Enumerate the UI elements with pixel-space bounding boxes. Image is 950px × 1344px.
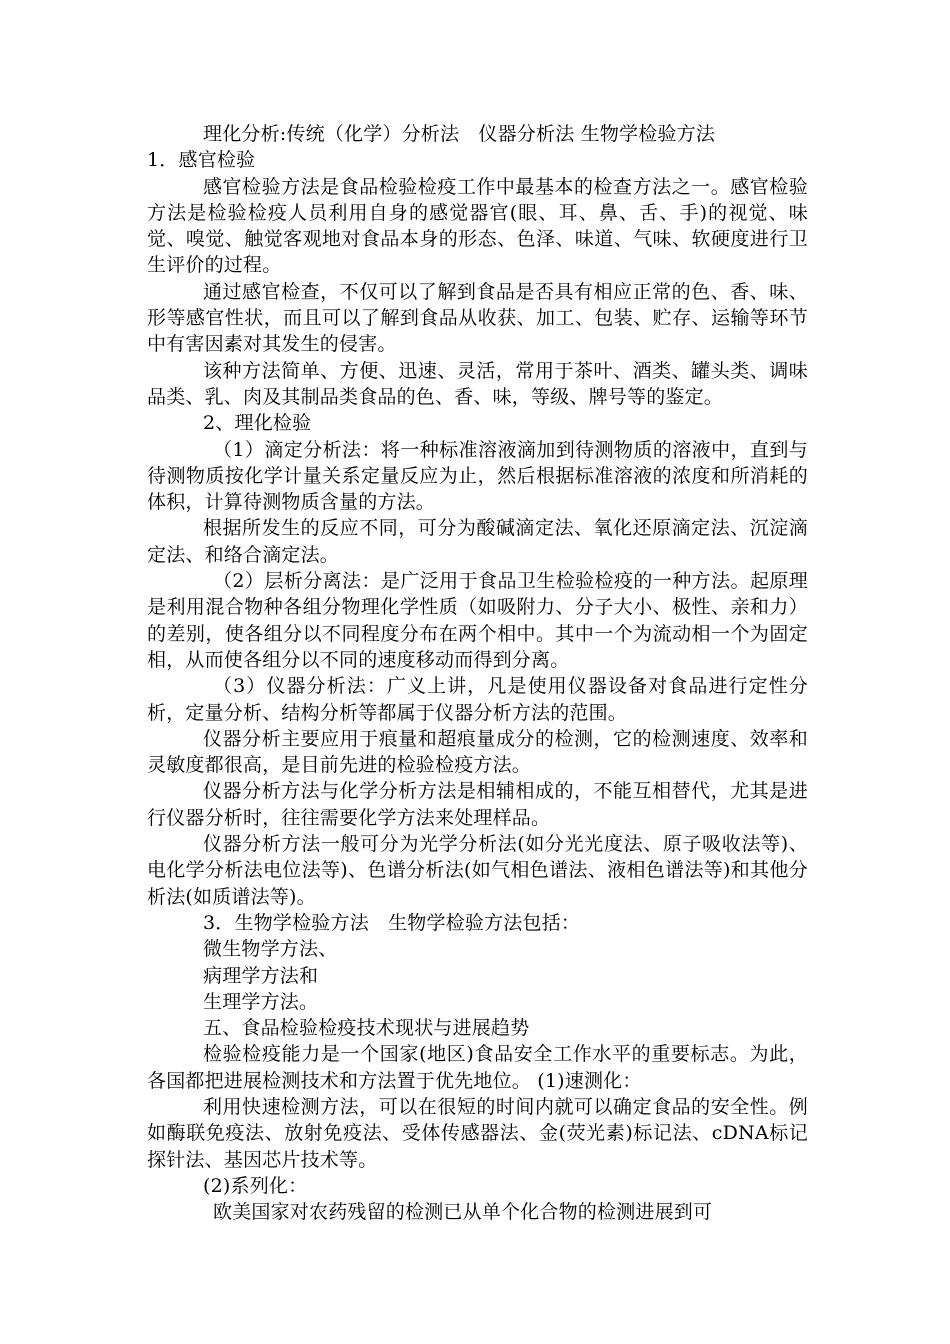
section-heading-sensory: 1．感官检验 bbox=[147, 149, 256, 172]
list-item: 微生物学方法、 bbox=[203, 938, 338, 961]
body-paragraph: 检验检疫能力是一个国家(地区)食品安全工作水平的重要标志。为此，各国都把进展检测技术和方法置于优先地位。 (1)速测化： bbox=[147, 1043, 808, 1092]
body-paragraph: （3）仪器分析法：广义上讲，凡是使用仪器设备对食品进行定性分析，定量分析、结构分析等都属于仪器分析方法的范围。 bbox=[147, 675, 808, 724]
analysis-methods-line: 理化分析:传统（化学）分析法 仪器分析法 生物学检验方法 bbox=[203, 123, 716, 145]
body-paragraph: 仪器分析主要应用于痕量和超痕量成分的检测，它的检测速度、效率和灵敏度都很高，是目前先进的检验检疫方法。 bbox=[147, 727, 808, 777]
document-body bbox=[147, 121, 808, 1225]
section-heading-biological: 3．生物学检验方法 生物学检验方法包括： bbox=[203, 911, 581, 934]
list-item: 病理学方法和 bbox=[203, 964, 319, 987]
body-paragraph: 根据所发生的反应不同，可分为酸碱滴定法、氧化还原滴定法、沉淀滴定法、和络合滴定法。 bbox=[147, 517, 808, 566]
section-heading-trends: 五、食品检验检疫技术现状与进展趋势 bbox=[203, 1017, 530, 1040]
body-paragraph: （2）层析分离法：是广泛用于食品卫生检验检疫的一种方法。起原理是利用混合物种各组分物理化学性质（如吸附力、分子大小、极性、亲和力）的差别，使各组分以不同程度分布在两个相中。其中一个为流动相一个为固定相，从而使各组分以不同的速度移动而得到分离。 bbox=[147, 570, 808, 671]
list-item: 生理学方法。 bbox=[203, 990, 319, 1013]
body-paragraph: 欧美国家对农药残留的检测已从单个化合物的检测进展到可 bbox=[213, 1201, 713, 1224]
subheading-serialization: (2)系列化： bbox=[203, 1174, 308, 1197]
section-heading-physicochemical: 2、理化检验 bbox=[203, 412, 312, 435]
body-paragraph: 通过感官检查，不仅可以了解到食品是否具有相应正常的色、香、味、形等感官性状，而且可以了解到食品从收获、加工、包装、贮存、运输等环节中有害因素对其发生的侵害。 bbox=[147, 280, 808, 356]
body-paragraph: 该种方法简单、方便、迅速、灵活，常用于茶叶、酒类、罐头类、调味品类、乳、肉及其制品类食品的色、香、味，等级、牌号等的鉴定。 bbox=[147, 359, 808, 408]
body-paragraph: 仪器分析方法与化学分析方法是相辅相成的，不能互相替代，尤其是进行仪器分析时，往往需要化学方法来处理样品。 bbox=[147, 780, 808, 829]
body-paragraph: （1）滴定分析法：将一种标准溶液滴加到待测物质的溶液中，直到与待测物质按化学计量关系定量反应为止，然后根据标准溶液的浓度和所消耗的体积，计算待测物质含量的方法。 bbox=[147, 438, 808, 514]
body-paragraph: 利用快速检测方法，可以在很短的时间内就可以确定食品的安全性。例如酶联免疫法、放射免疫法、受体传感器法、金(荧光素)标记法、cDNA标记探针法、基因芯片技术等。 bbox=[147, 1095, 808, 1171]
body-paragraph: 仪器分析方法一般可分为光学分析法(如分光光度法、原子吸收法等)、电化学分析法电位法等)、色谱分析法(如气相色谱法、液相色谱法等)和其他分析法(如质谱法等)。 bbox=[147, 833, 808, 908]
body-paragraph: 感官检验方法是食品检验检疫工作中最基本的检查方法之一。感官检验方法是检验检疫人员利用自身的感觉器官(眼、耳、鼻、舌、手)的视觉、味觉、嗅觉、触觉客观地对食品本身的形态、色泽、味道、气味、软硬度进行卫生评价的过程。 bbox=[147, 175, 808, 277]
